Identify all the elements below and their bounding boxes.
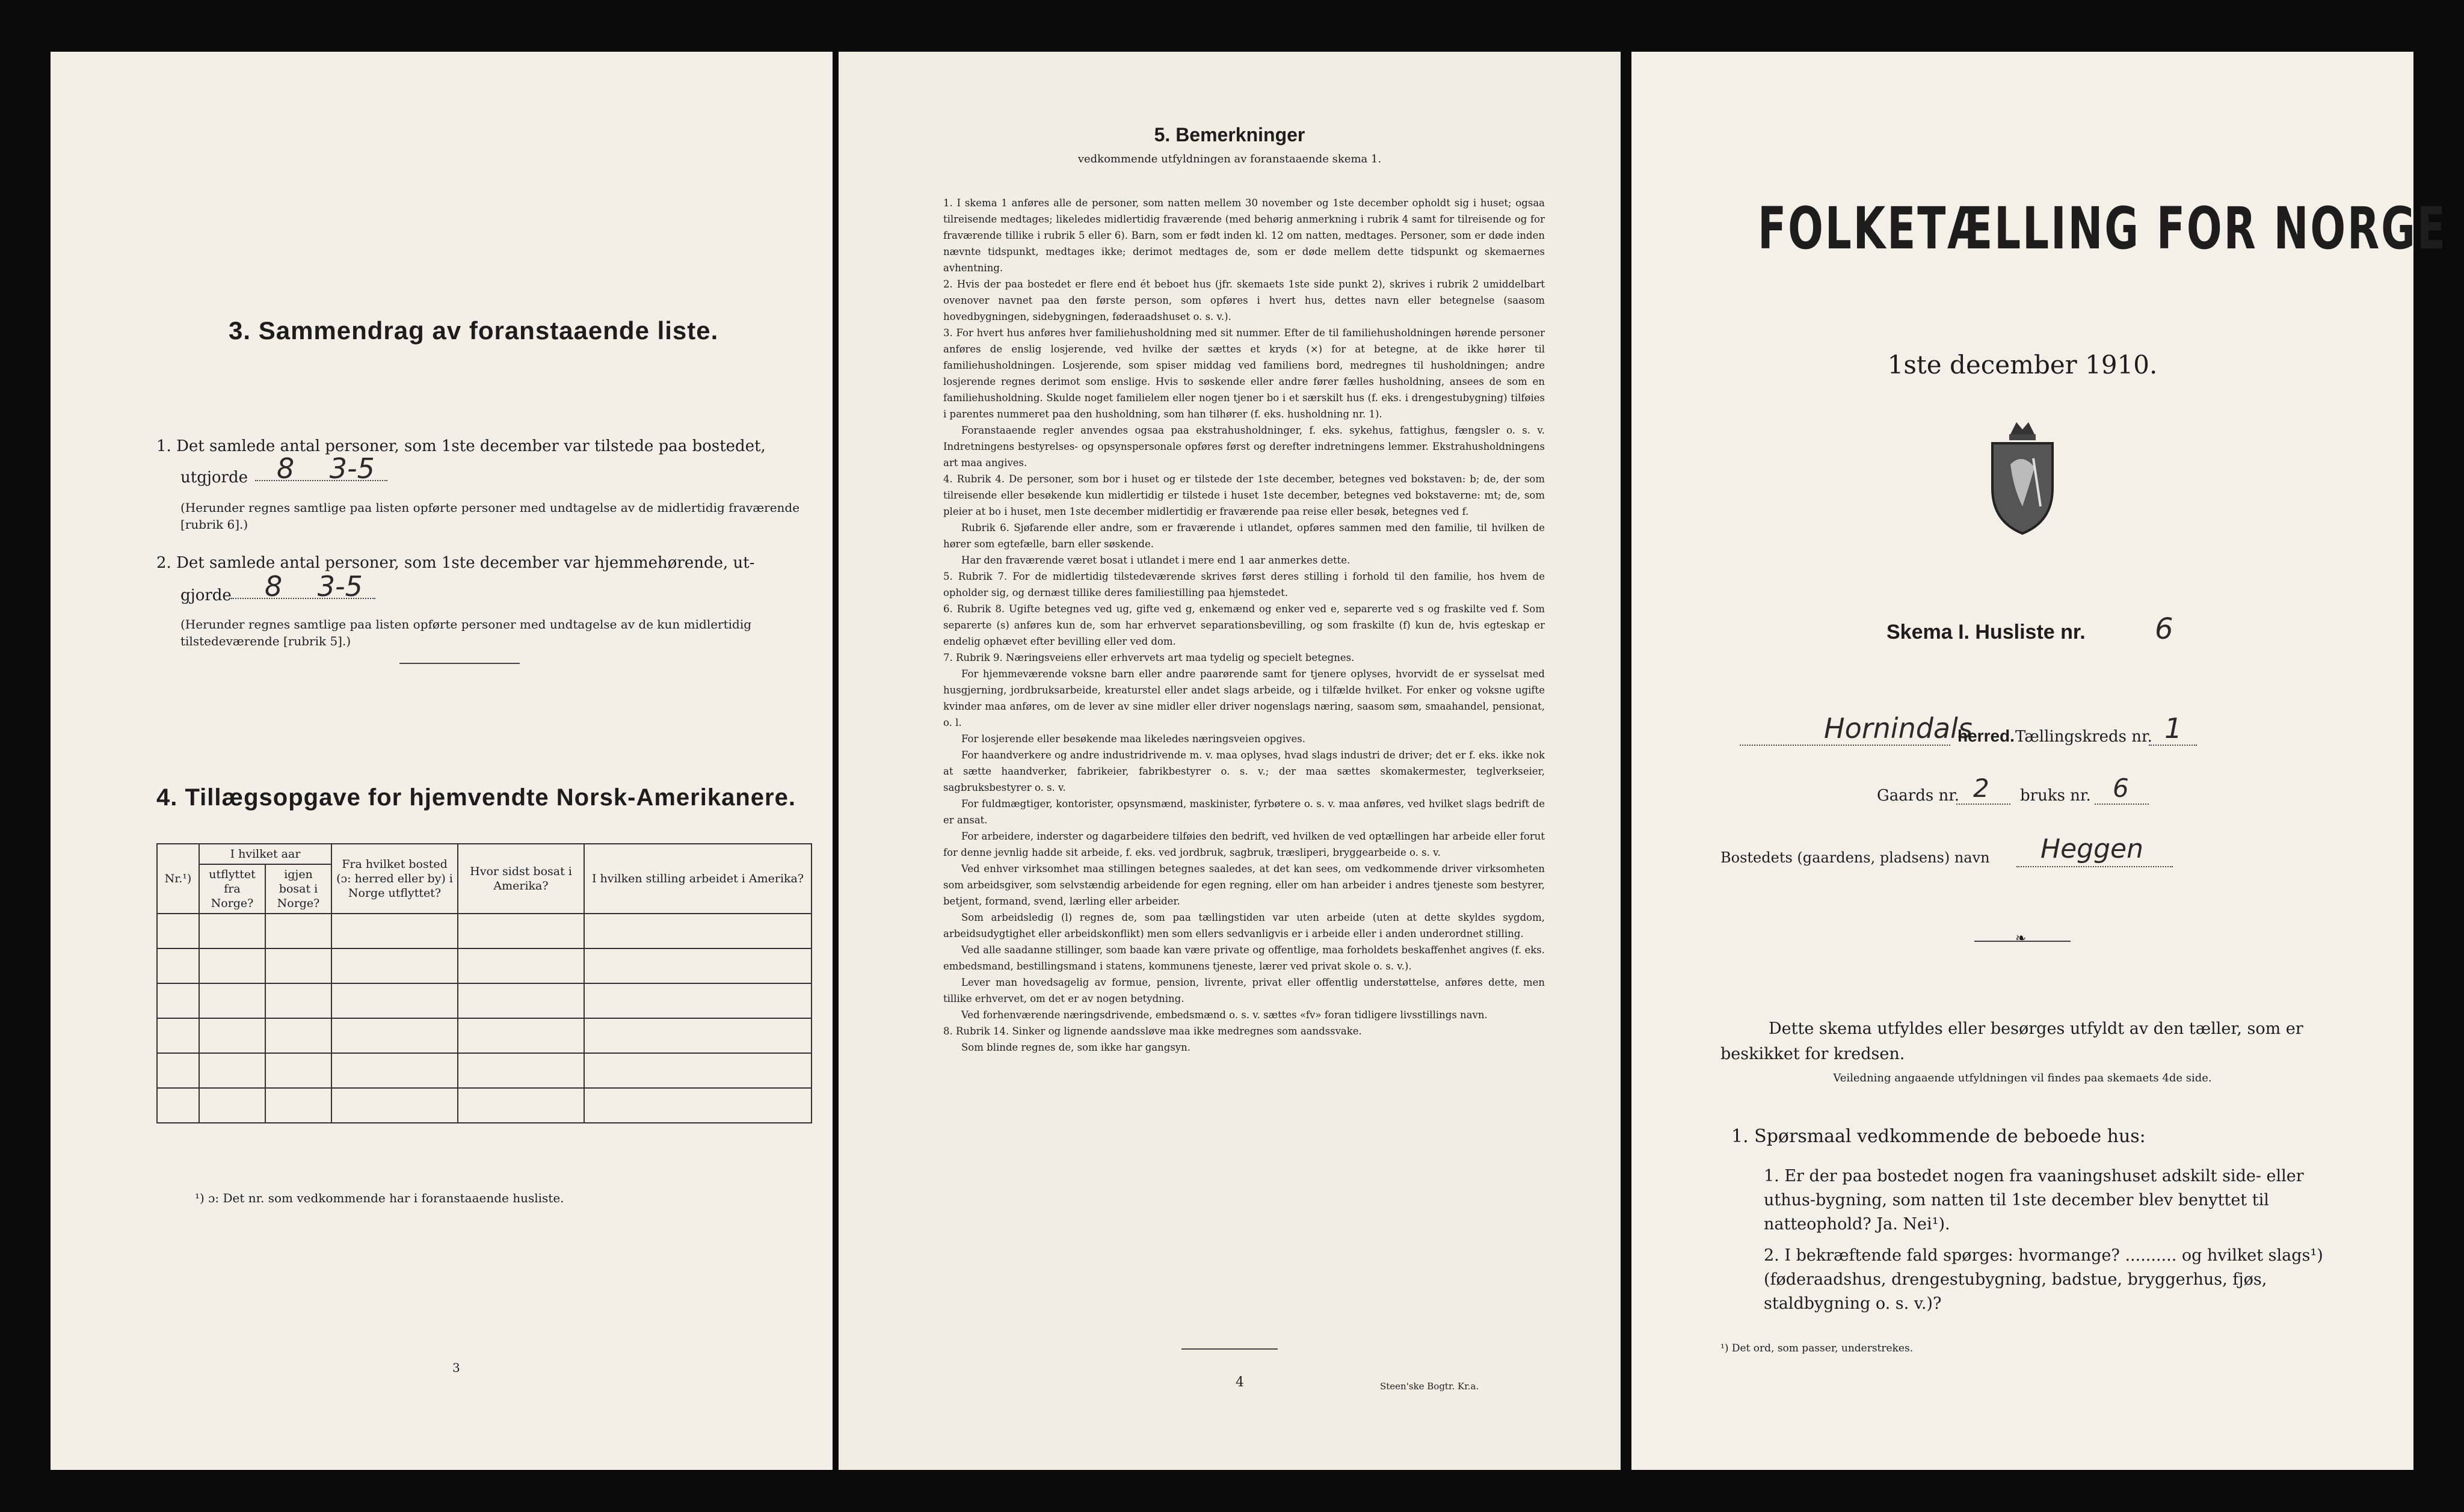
col-returned: igjen bosat i Norge? (265, 864, 331, 914)
remark-paragraph: For haandverkere og andre industridrivende m. v. maa oplyses, hvad slags industri de driver; det er f. eks. ikke nok at sætte haandverker, fabrikeier, fabrikbestyrer o. s. v.; der maa sættes skomakermester, teglverkseier, sagbruksbestyrer o. s. v. (943, 749, 1545, 793)
ornament-icon: ❧ (2015, 931, 2027, 946)
remark-paragraph: Ved forhenværende næringsdrivende, embedsmænd o. s. v. sættes «fv» foran tidligere livsstillings navn. (961, 1009, 1488, 1021)
tellingskreds-label: Tællingskreds nr. (2015, 728, 2152, 746)
instruction-text: Dette skema utfyldes eller besørges utfyldt av den tæller, som er beskikket for kredsen. (1720, 1019, 2303, 1063)
guidance-text: Veiledning angaaende utfyldningen vil findes paa skemaets 4de side. (1833, 1072, 2212, 1084)
remark-paragraph: For losjerende eller besøkende maa likeledes næringsveien opgives. (961, 733, 1305, 745)
item2-handwritten-value: 8 3-5 (265, 570, 363, 603)
remark-paragraph: For arbeidere, inderster og dagarbeidere tilføies den bedrift, ved hvilken de ved optællingen har arbeide eller forut for denne jevnlig hadde sit arbeide, f. eks. ved jordbruk, sagbruk, træsliperi, bryggearbeide o. s. v. (943, 831, 1545, 858)
table-row (157, 1018, 812, 1053)
divider (1181, 1348, 1278, 1350)
table-footnote: ¹) ɔ: Det nr. som vedkommende har i foranstaaende husliste. (195, 1191, 564, 1205)
section4-title: 4. Tillægsopgave for hjemvendte Norsk-Amerikanere. (156, 784, 796, 811)
norsk-amerikanere-table (156, 843, 812, 1123)
remark-paragraph: 6. Rubrik 8. Ugifte betegnes ved ug, gifte ved g, enkemænd og enker ved e, separerte ved s og fraskilte ved f. Som separerte (s) anføres kun de, som har erhvervet separationsbevilling, og som fraskilte (f) kun de, hvis egteskap er endelig ophævet efter bevilling eller ved dom. (943, 603, 1545, 647)
bosted-label: Bostedets (gaardens, pladsens) navn (1720, 849, 1990, 866)
col-position: I hvilken stilling arbeidet i Amerika? (584, 844, 812, 914)
remark-paragraph: Ved enhver virksomhet maa stillingen betegnes saaledes, at det kan sees, om vedkommende driver virksomheten som arbeidsgiver, som selvstændig arbeidende for egen regning, eller om han arbeider i andres tjeneste som bestyrer, betjent, formand, svend, lærling eller arbeider. (943, 863, 1545, 907)
remark-paragraph: Lever man hovedsagelig av formue, pension, livrente, privat eller offentlig understøttelse, anføres dette, men tillike erhvervet, om det er av nogen betydning. (943, 977, 1545, 1004)
question-1: 1. Er der paa bostedet nogen fra vaaningshuset adskilt side- eller uthus-bygning, som natten til 1ste december blev benyttet til natteophold? Ja. Nei¹). (1764, 1167, 2304, 1234)
remark-paragraph: For fuldmægtiger, kontorister, opsynsmænd, maskinister, fyrbøtere o. s. v. maa anføres, ved hvilket slags bedrift de er ansat. (943, 798, 1545, 826)
coat-of-arms-icon (1986, 416, 2059, 536)
remark-paragraph: 3. For hvert hus anføres hver familiehusholdning med sit nummer. Efter de til familiehusholdningen hørende personer anføres de enslig losjerende, ved hvilke der sættes et kryds (×) for at betegne, at de ikke hører til familiehusholdningen. Losjerende, som spiser middag ved familiens bord, medregnes til husholdningen; andre losjerende regnes derimot som enslige. Hvis to søskende eller andre fører fælles husholdning, ansees de som en familiehusholdning. Skulde noget familielem eller nogen tjener bo i et særskilt hus (f. eks. i drengestubygning) tilføies i parentes nummeret paa den husholdning, som han tilhører (f. eks. husholdning nr. 1). (943, 327, 1545, 420)
tellingskreds-value: 1 (2164, 712, 2182, 745)
col-year-group: I hvilket aar (199, 844, 331, 864)
question-header: 1. Spørsmaal vedkommende de beboede hus: (1731, 1126, 2146, 1147)
item1-label: utgjorde (180, 469, 248, 487)
item2-note: (Herunder regnes samtlige paa listen opførte personer med undtagelse av de kun midlertidig tilstedeværende [rubrik 5].) (180, 617, 752, 648)
table-row (157, 1053, 812, 1088)
bruks-label: bruks nr. (2020, 787, 2091, 805)
schema-number: 6 (2155, 612, 2173, 646)
item1-text: 1. Det samlede antal personer, som 1ste december var tilstede paa bostedet, (156, 437, 766, 455)
remark-paragraph: Ved alle saadanne stillinger, som baade kan være private og offentlige, maa forholdets beskaffenhet angives (f. eks. embedsmand, bestillingsmand i statens, kommunens tjeneste, lærer ved privat skole o. s. v.). (943, 944, 1545, 972)
bruks-value: 6 (2113, 773, 2129, 803)
item2-text: 2. Det samlede antal personer, som 1ste december var hjemmehørende, ut- (156, 554, 755, 572)
schema-label: Skema I. Husliste nr. (1886, 621, 2086, 644)
col-emigrated: utflyttet fra Norge? (199, 864, 265, 914)
gaards-label: Gaards nr. (1877, 787, 1960, 805)
col-nr: Nr.¹) (157, 844, 199, 914)
remarks-body (943, 195, 1545, 1056)
remark-paragraph: 7. Rubrik 9. Næringsveiens eller erhvervets art maa tydelig og specielt betegnes. (943, 652, 1355, 663)
item1-note: (Herunder regnes samtlige paa listen opførte personer med undtagelse av de midlertidig fraværende [rubrik 6].) (180, 500, 800, 532)
right-footnote: ¹) Det ord, som passer, understrekes. (1720, 1342, 1914, 1354)
remark-paragraph: 4. Rubrik 4. De personer, som bor i huset og er tilstede der 1ste december, betegnes ved bokstaven: b; de, der som tilreisende eller besøkende kun midlertidig er tilstede i huset 1ste december, betegnes ved bokstaverne: mt; de, som pleier at bo i huset, men 1ste december midlertidig er fraværende paa reise eller besøk, betegnes ved f. (943, 473, 1545, 517)
item1-handwritten-value: 8 3-5 (277, 452, 375, 485)
remark-paragraph: Som arbeidsledig (l) regnes de, som paa tællingstiden var uten arbeide (uten at dette skyldes sygdom, arbeidsudygtighet eller arbeidskonflikt) men som ellers sedvanligvis er i arbeide eller i anden underordnet stilling. (943, 912, 1545, 939)
table-row (157, 914, 812, 948)
remark-paragraph: 8. Rubrik 14. Sinker og lignende aandssløve maa ikke medregnes som aandssvake. (943, 1025, 1362, 1037)
table-row (157, 983, 812, 1018)
remark-paragraph: 5. Rubrik 7. For de midlertidig tilstedeværende skrives først deres stilling i forhold til den familie, hos hvem de opholder sig, og dernæst tillike deres familiestilling paa hjemstedet. (943, 571, 1545, 598)
page-number: 3 (452, 1360, 460, 1375)
table-row (157, 1088, 812, 1123)
page-number: 4 (1236, 1375, 1244, 1390)
section3-title: 3. Sammendrag av foranstaaende liste. (229, 316, 719, 345)
remark-paragraph: Foranstaaende regler anvendes ogsaa paa ekstrahusholdninger, f. eks. sykehus, fattighus, fængsler o. s. v. Indretningens bestyrelses- og opsynspersonale opføres først og derefter indretningens lemmer. Ekstrahusholdningens art maa angives. (943, 425, 1545, 469)
remark-paragraph: 1. I skema 1 anføres alle de personer, som natten mellem 30 november og 1ste december opholdt sig i huset; ogsaa tilreisende medtages; likeledes midlertidig fraværende (med behørig anmerkning i rubrik 4 samt for tilreisende og for fraværende tillike i rubrik 5 eller 6). Barn, som er født inden kl. 12 om natten, medtages. Personer, som er døde inden nævnte tidspunkt, medtages ikke; derimot medtages de, som er døde mellem dette tidspunkt og skemaernes avhentning. (943, 197, 1545, 274)
col-from-place: Fra hvilket bosted (ɔ: herred eller by) i Norge utflyttet? (331, 844, 458, 914)
page-middle (839, 52, 1621, 1470)
table-row (157, 948, 812, 983)
remarks-title: 5. Bemerkninger (1154, 124, 1305, 146)
remark-paragraph: Har den fraværende været bosat i utlandet i mere end 1 aar anmerkes dette. (961, 555, 1351, 566)
herred-label: herred. (1957, 727, 2015, 745)
remark-paragraph: 2. Hvis der paa bostedet er flere end ét beboet hus (jfr. skemaets 1ste side punkt 2), skrives i rubrik 2 umiddelbart ovenover navnet paa den første person, som opføres i hvert hus, dettes navn eller betegnelse (saasom hovedbygningen, sidebygningen, føderaadshuset o. s. v.). (943, 278, 1545, 322)
question-2: 2. I bekræftende fald spørges: hvormange? .......... og hvilket slags¹) (føderaadshus, drengestubygning, badstue, bryggerhus, fjøs, staldbygning o. s. v.)? (1764, 1246, 2323, 1313)
divider (399, 663, 520, 664)
page-right (1631, 52, 2447, 1470)
remark-paragraph: Rubrik 6. Sjøfarende eller andre, som er fraværende i utlandet, opføres sammen med den familie, til hvilken de hører som egtefælle, barn eller søskende. (943, 522, 1545, 550)
gaards-value: 2 (1973, 773, 1989, 803)
remark-paragraph: Som blinde regnes de, som ikke har gangsyn. (961, 1042, 1190, 1053)
printer-imprint: Steen'ske Bogtr. Kr.a. (1380, 1381, 1479, 1392)
herred-value: Hornindals (1824, 712, 1973, 745)
page-left (51, 52, 833, 1470)
remark-paragraph: For hjemmeværende voksne barn eller andre paarørende samt for tjenere oplyses, hvorvidt de er sysselsat med husgjerning, jordbruksarbeide, kreaturstel eller andet slags arbeide, og i tilfælde hvilket. For enker og voksne ugifte kvinder maa anføres, om de lever av sine midler eller driver nogenslags næring, saasom søm, smaahandel, pensionat, o. l. (943, 668, 1545, 728)
col-last-america: Hvor sidst bosat i Amerika? (458, 844, 584, 914)
remarks-subtitle: vedkommende utfyldningen av foranstaaende skema 1. (1077, 153, 1382, 165)
census-title: FOLKETÆLLING FOR NORGE (1758, 195, 2447, 262)
bosted-value: Heggen (2040, 834, 2143, 864)
census-date: 1ste december 1910. (1887, 350, 2158, 380)
item2-label: gjorde (180, 586, 232, 604)
